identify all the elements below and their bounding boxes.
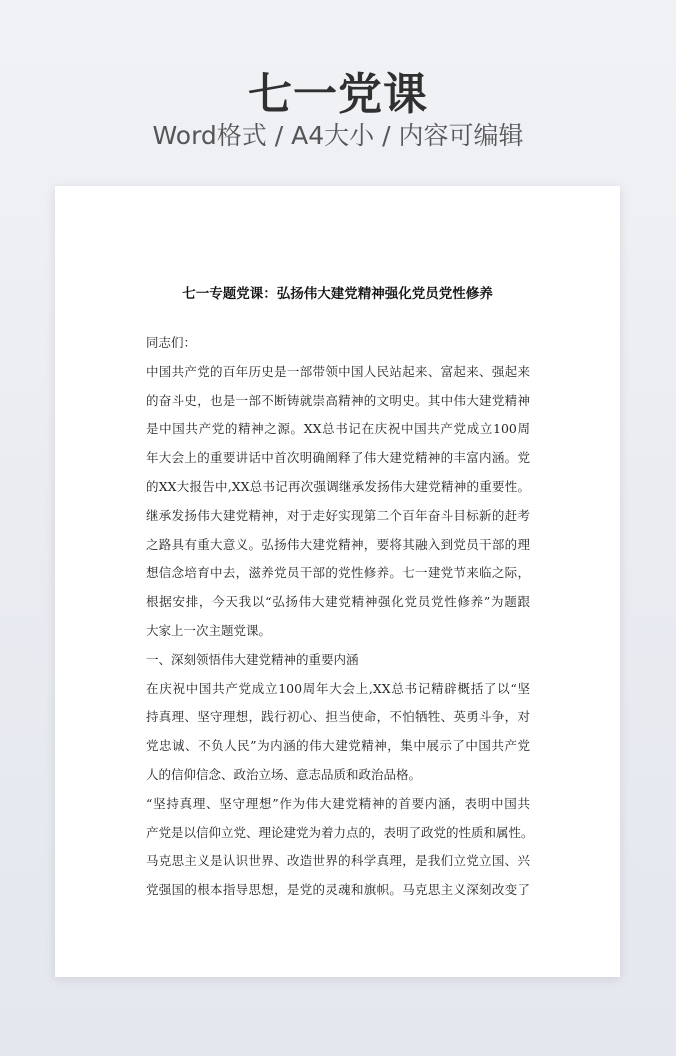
paragraph-line: 是中国共产党的精神之源。XX总书记在庆祝中国共产党成立100周: [146, 421, 530, 437]
paragraph-line: 党忠诚、不负人民”为内涵的伟大建党精神，集中展示了中国共产党: [146, 738, 530, 754]
paragraph-line: 大家上一次主题党课。: [146, 622, 272, 638]
paragraph-line: 中国共产党的百年历史是一部带领中国人民站起来、富起来、强起来: [146, 363, 530, 379]
paragraph-line: 持真理、坚守理想，践行初心、担当使命，不怕牺牲、英勇斗争，对: [146, 709, 530, 725]
paragraph-line: 继承发扬伟大建党精神，对于走好实现第二个百年奋斗目标新的赶考: [146, 507, 530, 523]
paragraph-line: 根据安排，今天我以“弘扬伟大建党精神强化党员党性修养”为题跟: [146, 594, 530, 610]
section-heading: 一、深刻领悟伟大建党精神的重要内涵: [146, 651, 359, 667]
document-body: [146, 329, 534, 905]
paragraph-line: 产党是以信仰立党、理论建党为着力点的，表明了政党的性质和属性。: [146, 824, 534, 840]
paragraph-line: 在庆祝中国共产党成立100周年大会上,XX总书记精辟概括了以“坚: [146, 680, 530, 696]
paragraph-line: “坚持真理、坚守理想”作为伟大建党精神的首要内涵，表明中国共: [146, 795, 530, 811]
paragraph-line: 的奋斗史，也是一部不断铸就崇高精神的文明史。其中伟大建党精神: [146, 392, 530, 408]
paragraph-line: 年大会上的重要讲话中首次明确阐释了伟大建党精神的丰富内涵。党: [146, 450, 530, 466]
paragraph-line: 人的信仰信念、政治立场、意志品质和政治品格。: [146, 766, 422, 782]
document-page: [55, 186, 620, 977]
banner-title: 七一党课: [248, 69, 428, 120]
banner-subtitle: Word格式 / A4大小 / 内容可编辑: [152, 121, 524, 150]
paragraph-line: 马克思主义是认识世界、改造世界的科学真理，是我们立党立国、兴: [146, 853, 530, 869]
paragraph-line: 的XX大报告中,XX总书记再次强调继承发扬伟大建党精神的重要性。: [146, 478, 530, 494]
paragraph-line: 想信念培育中去，滋养党员干部的党性修养。七一建党节来临之际，: [146, 565, 530, 581]
paragraph-line: 党强国的根本指导思想，是党的灵魂和旗帜。马克思主义深刻改变了: [146, 882, 530, 898]
paragraph-line: 之路具有重大意义。弘扬伟大建党精神，要将其融入到党员干部的理: [146, 536, 530, 552]
document-title: 七一专题党课：弘扬伟大建党精神强化党员党性修养: [182, 286, 493, 302]
salutation-line: 同志们：: [146, 335, 197, 350]
